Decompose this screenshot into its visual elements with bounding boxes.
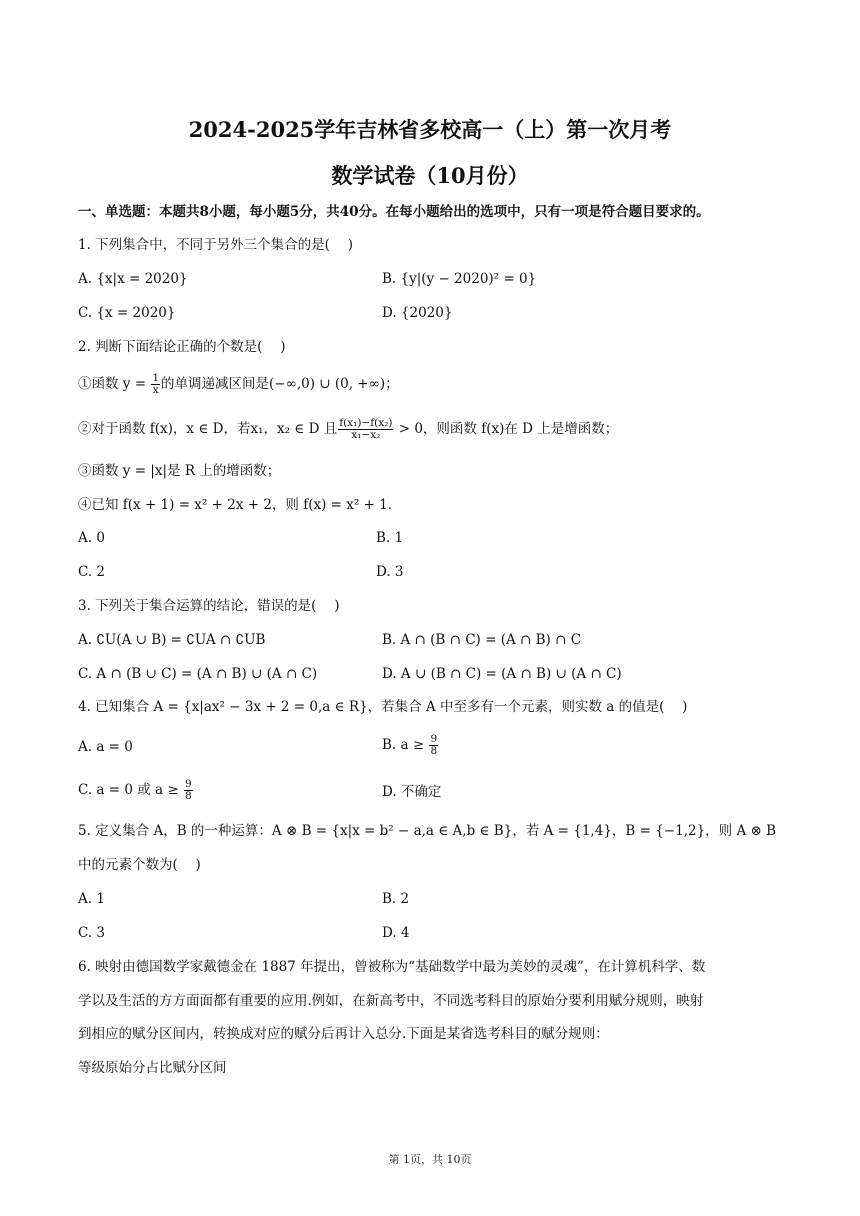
q6-line2: 学以及生活的方方面面都有重要的应用.例如，在新高考中，不同选考科目的原始分要利用赋分规则，映射 <box>78 993 704 1009</box>
q6-line3: 到相应的赋分区间内，转换成对应的赋分后再计入总分.下面是某省选考科目的赋分规则： <box>78 1026 609 1042</box>
q4-b-num: 9 <box>430 733 438 745</box>
q3-option-c: C. A ∩ (B ∪ C) = (A ∩ B) ∪ (A ∩ C) <box>78 666 318 682</box>
q1-option-b: B. {y|(y − 2020)² = 0} <box>382 271 537 287</box>
q3-option-b: B. A ∩ (B ∩ C) = (A ∩ B) ∩ C <box>382 632 582 648</box>
q2-s1-pre: ①函数 y = <box>78 376 151 392</box>
q3-stem: 3. 下列关于集合运算的结论，错误的是( ) <box>78 598 340 614</box>
q6-line1: 6. 映射由德国数学家戴德金在 1887 年提出，曾被称为“基础数学中最为美妙的灵魂”，在计算机科学、数 <box>78 959 706 975</box>
q1-option-d: D. {2020} <box>382 305 453 321</box>
q2-s1-post: 的单调递减区间是(−∞,0) ∪ (0, +∞)； <box>161 376 399 392</box>
q4-stem: 4. 已知集合 A = {x|ax² − 3x + 2 = 0,a ∈ R}，若集合 A 中至多有一个元素，则实数 a 的值是( ) <box>78 699 688 715</box>
q3-option-d: D. A ∪ (B ∩ C) = (A ∩ B) ∪ (A ∩ C) <box>382 666 622 682</box>
q4-b-den: 8 <box>430 745 438 757</box>
q2-option-c: C. 2 <box>78 564 106 580</box>
q2-option-a: A. 0 <box>78 530 105 546</box>
q2-option-d: D. 3 <box>376 564 404 580</box>
q4-option-b <box>382 734 439 757</box>
q1-option-a: A. {x|x = 2020} <box>78 271 188 287</box>
q4-option-c <box>78 779 194 802</box>
q5-stem-line1: 5. 定义集合 A，B 的一种运算：A ⊗ B = {x|x = b² − a,a ∈ A,b ∈ B}，若 A = {1,4}，B = {−1,2}，则 A ⊗ B <box>78 823 777 839</box>
q2-stem: 2. 判断下面结论正确的个数是( ) <box>78 339 286 355</box>
exam-title: 2024-2025学年吉林省多校高一（上）第一次月考 <box>188 117 672 142</box>
q4-b-fraction <box>429 734 438 757</box>
q2-s2-fraction <box>338 418 393 441</box>
q2-s2-pre: ②对于函数 f(x)，x ∈ D，若x₁，x₂ ∈ D 且 <box>78 421 338 437</box>
q5-option-b: B. 2 <box>382 891 410 907</box>
q2-statement-3: ③函数 y = |x|是 R 上的增函数； <box>78 463 281 479</box>
page-footer: 第 1页，共 10页 <box>388 1153 472 1166</box>
q4-c-pre: C. a = 0 或 a ≥ <box>78 782 183 798</box>
q4-option-a: A. a = 0 <box>78 739 133 755</box>
q2-statement-1 <box>78 373 399 396</box>
q4-option-d: D. 不确定 <box>382 784 442 800</box>
q2-option-b: B. 1 <box>376 530 404 546</box>
q5-option-d: D. 4 <box>382 925 410 941</box>
q4-c-den: 8 <box>185 790 192 802</box>
q5-option-c: C. 3 <box>78 925 106 941</box>
q4-c-fraction <box>184 779 193 802</box>
q1-option-c: C. {x = 2020} <box>78 305 176 321</box>
q2-statement-4: ④已知 f(x + 1) = x² + 2x + 2，则 f(x) = x² + 1． <box>78 497 402 513</box>
q5-stem-line2: 中的元素个数为( ) <box>78 857 201 873</box>
q4-c-num: 9 <box>185 778 192 790</box>
q2-s2-post: > 0，则函数 f(x)在 D 上是增函数； <box>394 421 619 437</box>
q2-s1-den: x <box>152 384 159 396</box>
q2-s2-num: f(x₁)−f(x₂) <box>339 417 393 429</box>
q2-s1-num: 1 <box>152 372 159 384</box>
q3-option-a: A. ∁U(A ∪ B) = ∁UA ∩ ∁UB <box>78 632 266 648</box>
exam-subtitle: 数学试卷（10月份） <box>331 163 529 188</box>
q2-s2-den: x₁−x₂ <box>351 429 381 441</box>
q6-line4: 等级原始分占比赋分区间 <box>78 1060 227 1076</box>
q4-b-pre: B. a ≥ <box>382 737 429 753</box>
q5-option-a: A. 1 <box>78 891 105 907</box>
q2-statement-2 <box>78 418 618 441</box>
q1-stem: 1. 下列集合中，不同于另外三个集合的是( ) <box>78 237 353 253</box>
q2-s1-fraction <box>151 373 160 396</box>
section-heading: 一、单选题：本题共8小题，每小题5分，共40分。在每小题给出的选项中，只有一项是符合题目要求的。 <box>78 204 710 220</box>
